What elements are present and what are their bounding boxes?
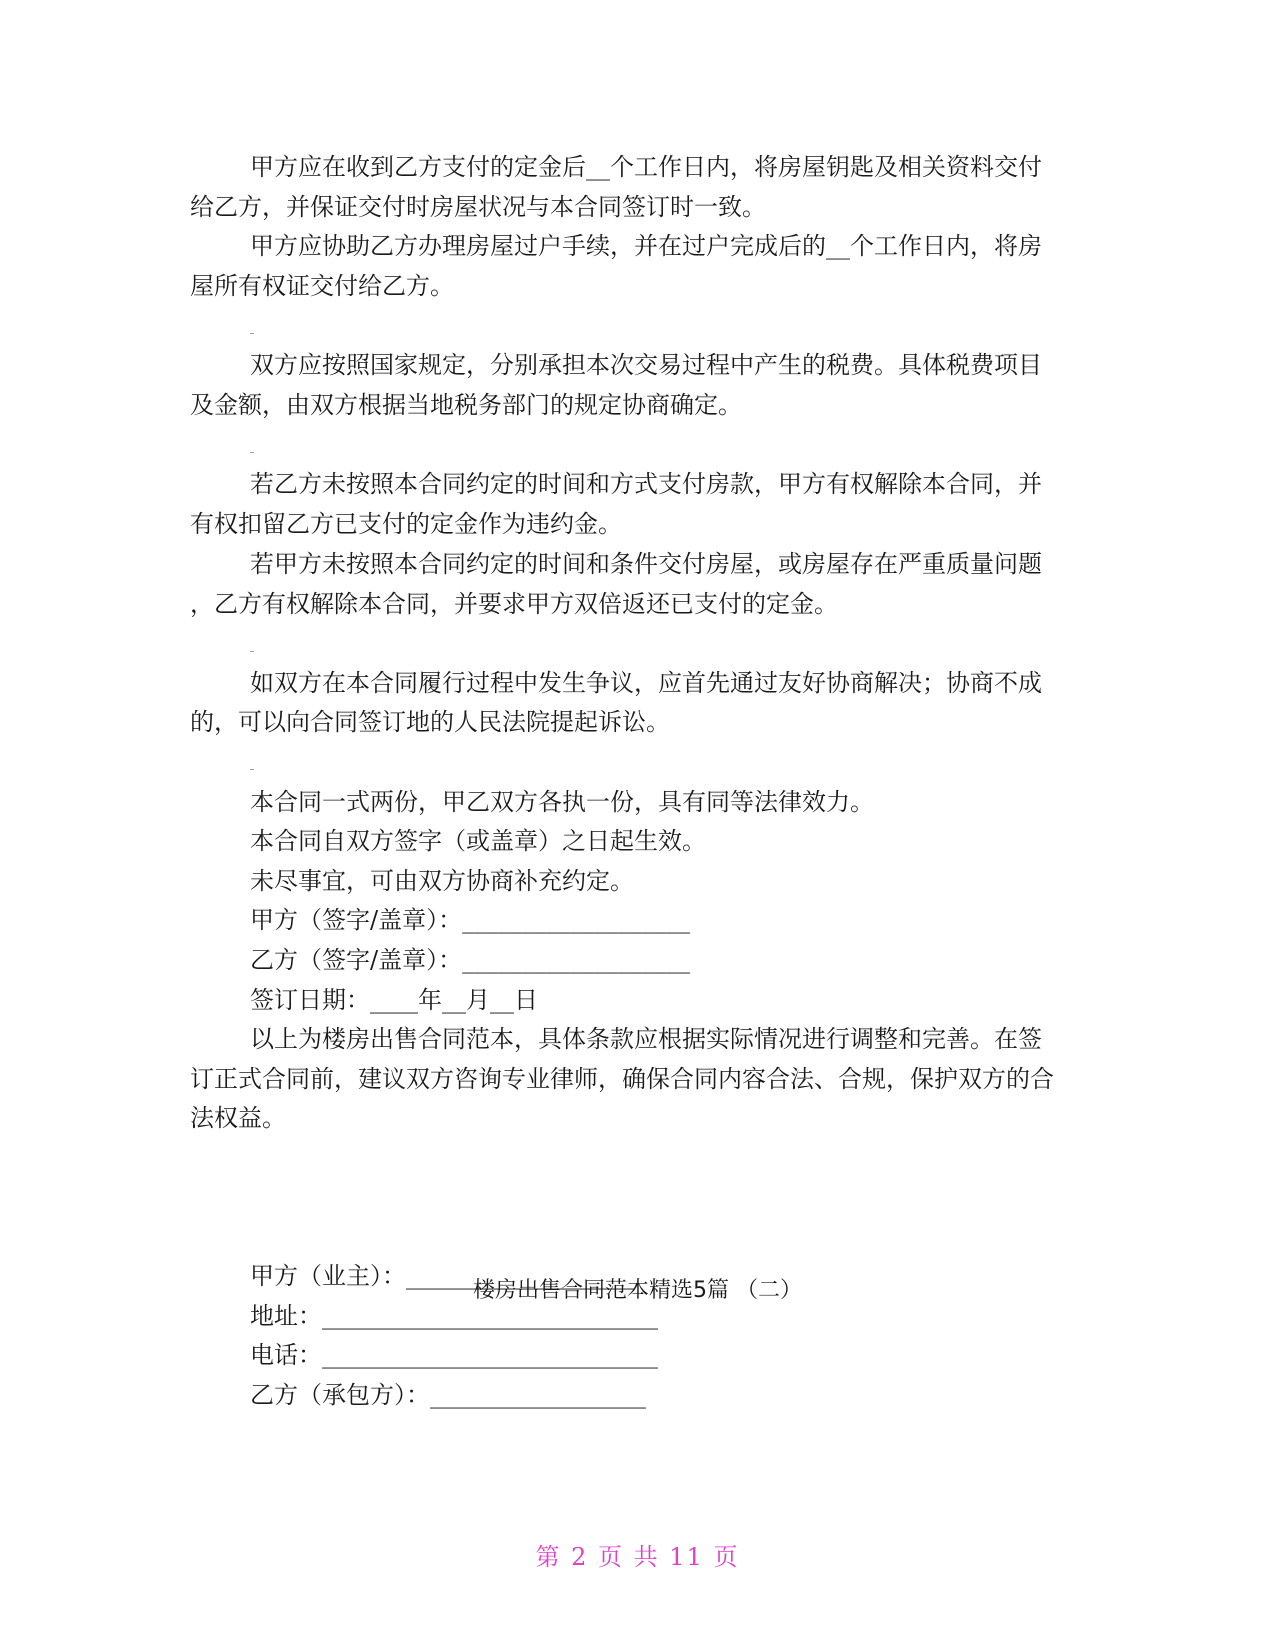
paragraph-line: 的，可以向合同签订地的人民法院提起诉讼。	[190, 708, 670, 736]
paragraph-marker	[250, 452, 254, 453]
phone-line: 电话：____________________________	[250, 1341, 658, 1369]
paragraph-line: 若甲方未按照本合同约定的时间和条件交付房屋，或房屋存在严重质量问题	[250, 550, 1042, 578]
section-title: 楼房出售合同范本精选5篇 （二）	[473, 1278, 802, 1303]
party-a-owner-line: 甲方（业主）：___________________	[250, 1262, 634, 1290]
paragraph-marker	[250, 769, 254, 770]
paragraph-marker	[250, 651, 254, 652]
party-b-signature-line: 乙方（签字/盖章）：___________________	[250, 946, 691, 974]
signing-date-line: 签订日期：____年__月__日	[250, 986, 538, 1014]
paragraph-line: 如双方在本合同履行过程中发生争议，应首先通过友好协商解决；协商不成	[250, 669, 1042, 697]
summary-line: 以上为楼房出售合同范本，具体条款应根据实际情况进行调整和完善。在签	[250, 1025, 1042, 1053]
party-b-contractor-line: 乙方（承包方）：__________________	[250, 1381, 646, 1409]
summary-line: 订正式合同前，建议双方咨询专业律师，确保合同内容合法、合规，保护双方的合	[190, 1065, 1054, 1093]
closing-line: 本合同一式两份，甲乙双方各执一份，具有同等法律效力。	[250, 788, 874, 816]
paragraph-line: ，乙方有权解除本合同，并要求甲方双倍返还已支付的定金。	[190, 590, 838, 618]
closing-line: 本合同自双方签字（或盖章）之日起生效。	[250, 827, 706, 855]
paragraph-marker	[250, 333, 254, 334]
paragraph-line: 若乙方未按照本合同约定的时间和方式支付房款，甲方有权解除本合同，并	[250, 470, 1042, 498]
page-number-footer: 第 2 页 共 11 页	[535, 1543, 740, 1571]
paragraph-line: 甲方应在收到乙方支付的定金后__个工作日内，将房屋钥匙及相关资料交付	[250, 153, 1042, 181]
closing-line: 未尽事宜，可由双方协商补充约定。	[250, 867, 634, 895]
address-line: 地址：____________________________	[250, 1302, 658, 1330]
paragraph-line: 双方应按照国家规定，分别承担本次交易过程中产生的税费。具体税费项目	[250, 351, 1042, 379]
paragraph-line: 给乙方，并保证交付时房屋状况与本合同签订时一致。	[190, 193, 766, 221]
party-a-signature-line: 甲方（签字/盖章）：___________________	[250, 906, 691, 934]
summary-line: 法权益。	[190, 1104, 286, 1132]
paragraph-line: 有权扣留乙方已支付的定金作为违约金。	[190, 510, 622, 538]
paragraph-line: 甲方应协助乙方办理房屋过户手续，并在过户完成后的__个工作日内，将房	[250, 232, 1042, 260]
paragraph-line: 及金额，由双方根据当地税务部门的规定协商确定。	[190, 391, 742, 419]
paragraph-line: 屋所有权证交付给乙方。	[190, 272, 454, 300]
